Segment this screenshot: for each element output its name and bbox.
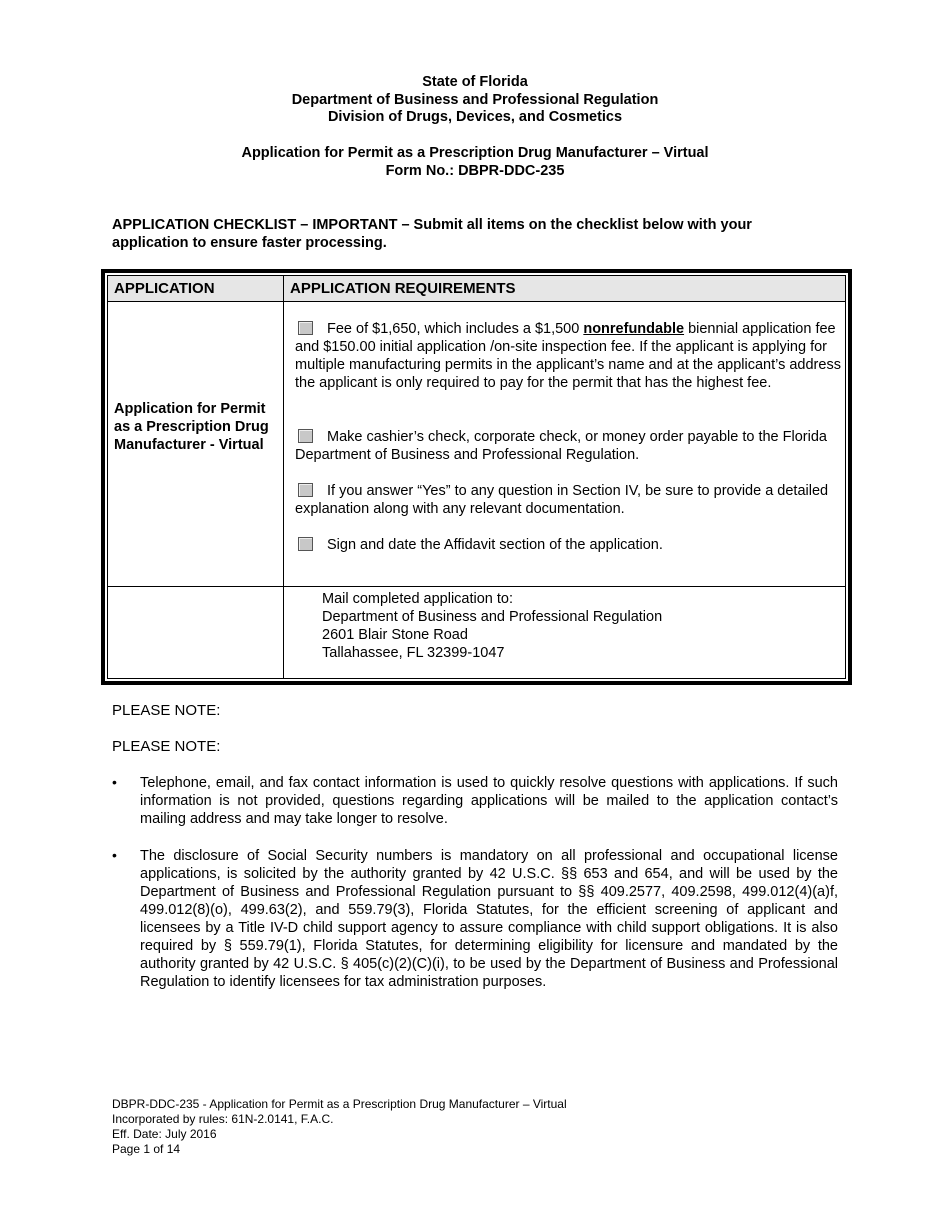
payment-text: Make cashier’s check, corporate check, or money order payable to the Florida Department of Business and Professional Regulation.: [295, 429, 827, 463]
mail-street: 2601 Blair Stone Road: [322, 627, 468, 643]
ssn-disclosure-note: The disclosure of Social Security numbers is mandatory on all professional and occupational license applications, is solicited by the authority granted by 42 U.S.C. §§ 653 and 654, and will be used by the Department of Business and Professional Regulation pursuant to §§ 409.2577, 409.2598, 499.012(4)(a)f, 499.012(8)(o), 499.63(2), and 559.79(3), Florida Statutes, for the efficient screening of applicant and licensees by a Title IV-D child support agency to assure compliance with child support obligations. It is also required by § 559.79(1), Florida Statutes, for determining eligibility for licensure and mandated by the authority granted by 42 U.S.C. § 405(c)(2)(C)(i), to be used by the Department of Business and Professional Regulation to identify licensees for tax administration purposes.: [140, 848, 838, 990]
explanation-text: If you answer “Yes” to any question in Section IV, be sure to provide a detailed explanation along with any relevant documentation.: [295, 483, 829, 517]
requirement-signature: [295, 536, 845, 554]
row-divider: [108, 586, 845, 587]
mail-department: Department of Business and Professional Regulation: [322, 609, 663, 625]
requirement-fee: [295, 320, 845, 392]
fee-text-end: biennial application fee and $150.00 initial application /on-site inspection fee. If the applicant is applying for multiple manufacturing permits in the applicant’s name and at the applicant’s address the applicant is only required to pay for the permit that has the highest fee.: [295, 321, 841, 391]
form-number: Form No.: DBPR-DDC-235: [385, 162, 565, 179]
please-note-heading: PLEASE NOTE:: [112, 738, 221, 755]
division-name: Division of Drugs, Devices, and Cosmetics: [327, 109, 623, 125]
footer-eff-date: Eff. Date: July 2016: [112, 1127, 217, 1141]
table-header-row: [108, 276, 845, 302]
department-name: Department of Business and Professional Regulation: [291, 91, 659, 108]
mailing-address: [322, 590, 662, 662]
requirement-explanation: [295, 482, 845, 518]
table-inner: [107, 275, 846, 679]
explanation-checkbox[interactable]: [298, 483, 313, 497]
agency-header: [0, 74, 950, 127]
column-divider: [283, 276, 284, 678]
nonrefundable-emphasis: nonrefundable: [583, 321, 685, 337]
signature-checkbox[interactable]: [298, 537, 313, 551]
checklist-title: APPLICATION CHECKLIST – IMPORTANT – Submit all items on the checklist below with your application to ensure faster processing.: [112, 217, 752, 251]
footer-form-title: DBPR-DDC-235 - Application for Permit as a Prescription Drug Manufacturer – Virtual: [112, 1097, 567, 1111]
contact-info-note: Telephone, email, and fax contact information is used to quickly resolve questions with applications. If such information is not provided, questions regarding applications will be mailed to the application contact’s mailing address and may take longer to resolve.: [140, 775, 838, 827]
requirement-payment: [295, 428, 845, 464]
column-header-application: APPLICATION: [114, 280, 215, 297]
please-note-heading: PLEASE NOTE:: [112, 702, 221, 719]
signature-text: Sign and date the Affidavit section of the application.: [327, 537, 663, 553]
mail-instruction: Mail completed application to:: [322, 591, 514, 607]
page-footer: [112, 1097, 567, 1157]
bullet-icon: •: [112, 774, 117, 790]
payment-checkbox[interactable]: [298, 429, 313, 443]
mail-city: Tallahassee, FL 32399-1047: [322, 645, 505, 661]
footer-page-number: Page 1 of 14: [112, 1142, 181, 1156]
bullet-icon: •: [112, 847, 117, 863]
footer-rules: Incorporated by rules: 61N-2.0141, F.A.C.: [112, 1112, 334, 1126]
column-header-requirements: APPLICATION REQUIREMENTS: [290, 280, 516, 297]
state-name: State of Florida: [422, 74, 528, 90]
fee-text-start: Fee of $1,650, which includes a $1,500: [327, 321, 584, 337]
form-title-block: [0, 145, 950, 180]
form-title: Application for Permit as a Prescription Drug Manufacturer – Virtual: [241, 145, 709, 161]
application-type-label: Application for Permit as a Prescription Drug Manufacturer - Virtual: [114, 401, 269, 453]
fee-checkbox[interactable]: [298, 321, 313, 335]
checklist-table: [101, 269, 852, 685]
